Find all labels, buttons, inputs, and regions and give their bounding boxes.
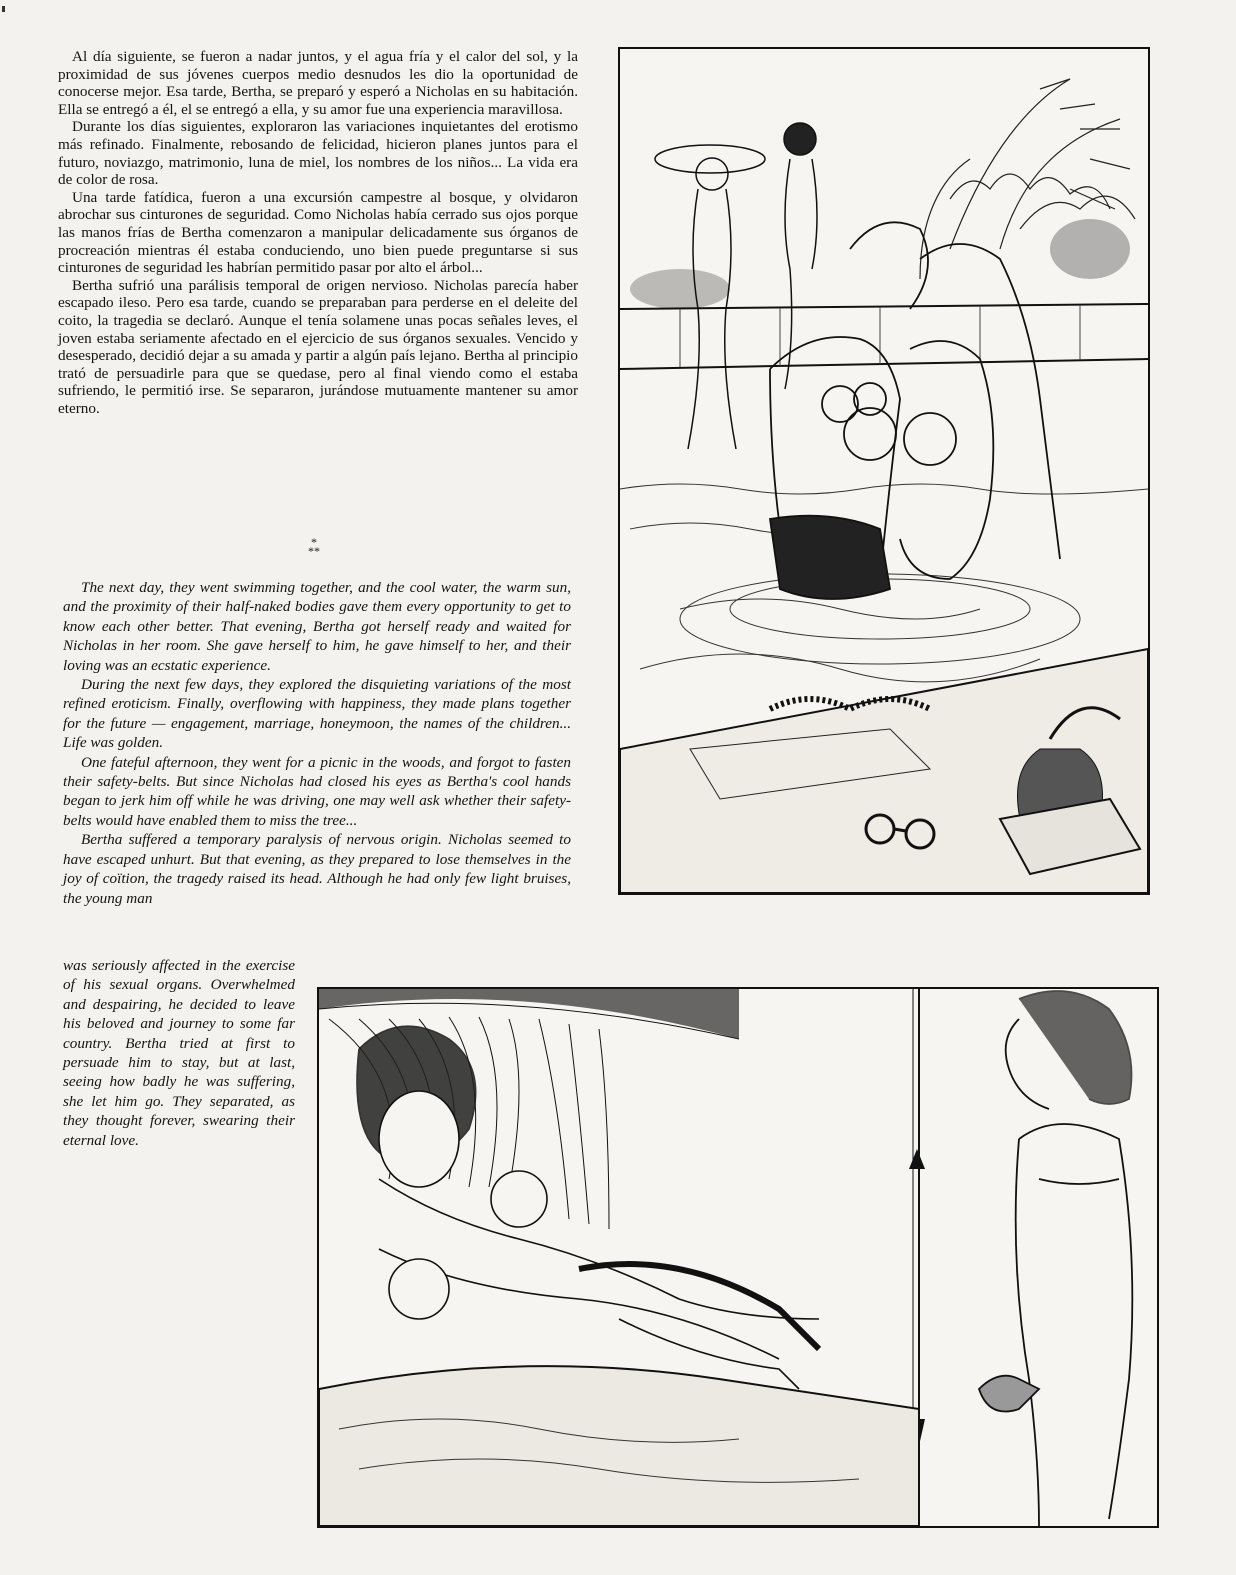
- english-paragraph: The next day, they went swimming together, and the cool water, the warm sun, and the proximity of their half-naked bodies gave them every opportunity to get to know each other better. That evening, Bertha got herself ready and waited for Nicholas in her room. She gave herself to him, he gave himself to her, and their loving was an ecstatic experience.: [63, 579, 571, 674]
- bedroom-illustration-art: [319, 989, 1157, 1526]
- english-text-wrap: [63, 956, 295, 1150]
- english-paragraph: During the next few days, they explored the disquieting variations of the most refined eroticism. Finally, overflowing with happiness, they made plans together for the future — engagement, marriage, honeymoon, the names of the children... Life was golden.: [63, 676, 571, 752]
- poolside-illustration: [618, 47, 1150, 895]
- english-continuation: was seriously affected in the exercise of his sexual organs. Overwhelmed and despairing, he decided to leave his beloved and journey to some far country. Bertha tried at first to persuade him to stay, but at last, seeing how badly he was suffering, she let him go. They separated, as they thought forever, swearing their eternal love.: [63, 957, 295, 1149]
- bedroom-illustration: [317, 987, 1159, 1528]
- poolside-illustration-art: [620, 49, 1148, 893]
- section-separator: * **: [308, 535, 320, 558]
- spanish-paragraph: Una tarde fatídica, fueron a una excursión campestre al bosque, y olvidaron abrochar sus cinturones de seguridad. Como Nicholas había cerrado sus ojos porque las manos frías de Bertha comenzaron a manipular delicadamente sus órganos de procreación mientras él estaba conduciendo, uno bien puede preguntarse si sus cinturones de seguridad les habrían permitido pasar por alto el árbol...: [58, 188, 578, 277]
- english-text-column: [63, 578, 571, 908]
- spanish-text-column: [58, 48, 578, 417]
- spanish-paragraph: Bertha sufrió una parálisis temporal de origen nervioso. Nicholas parecía haber escapado ileso. Pero esa tarde, cuando se preparaban para perderse en el deleite del coito, la tragedia se declaró. Aunque el tenía solamene unas pocas señales leves, el joven estaba seriamente afectado en el ejercicio de sus órganos sexuales. Vencido y desesperado, decidió dejar a su amada y partir a algún país lejano. Bertha al principio trató de persuadirle para que se quedase, pero al final viendo como el estaba sufriendo, le permitió irse. Se separaron, jurándose mutuamente mantener su amor eterno.: [58, 276, 578, 417]
- english-paragraph: One fateful afternoon, they went for a picnic in the woods, and forgot to fasten their safety-belts. But since Nicholas had closed his eyes as Bertha's cool hands began to jerk him off while he was driving, one may well ask whether their safety-belts would have enabled them to miss the tree...: [63, 753, 571, 829]
- english-paragraph: Bertha suffered a temporary paralysis of nervous origin. Nicholas seemed to have escaped unhurt. But that evening, as they prepared to lose themselves in the joy of coïtion, the tragedy raised its head. Although he had only few light bruises, the young man: [63, 831, 571, 907]
- spanish-paragraph: Durante los días siguientes, exploraron las variaciones inquietantes del erotismo más refinado. Finalmente, rebosando de felicidad, hicieron planes juntos para el futuro, noviazgo, matrimonio, luna de miel, los nombres de los niños... La vida era de color de rosa.: [58, 118, 578, 189]
- margin-mark: [2, 6, 5, 12]
- spanish-paragraph: Al día siguiente, se fueron a nadar juntos, y el agua fría y el calor del sol, y la proximidad de sus jóvenes cuerpos medio desnudos les dio la oportunidad de conocerse mejor. Esa tarde, Bertha, se preparó y esperó a Nicholas en su habitación. Ella se entregó a él, el se entregó a ella, y su amor fue una experiencia maravillosa.: [58, 48, 578, 118]
